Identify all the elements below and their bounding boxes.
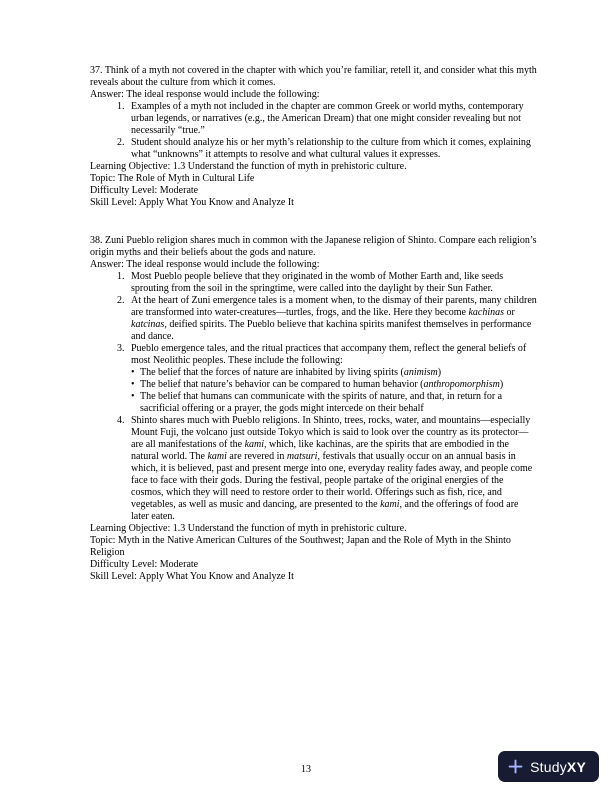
- point-text: [131, 415, 537, 523]
- meta-line: Topic: The Role of Myth in Cultural Life: [90, 173, 255, 184]
- brand-wordmark: [530, 758, 586, 775]
- text-run: The belief that humans can communicate with the spirits of nature, and that, in return for a sacrificial offering or a prayer, the gods might intercede on their behalf: [140, 391, 503, 414]
- brand-xy-text: XY: [566, 758, 586, 775]
- point-marker: 1.: [117, 271, 125, 282]
- answer-intro: Answer: The ideal response would include the following:: [90, 259, 320, 270]
- bullet-icon: •: [131, 391, 135, 402]
- question-stem: [90, 235, 537, 259]
- meta-line: Learning Objective: 1.3 Understand the function of myth in prehistoric culture.: [90, 523, 407, 534]
- answer-point: [117, 101, 537, 137]
- meta-line: Learning Objective: 1.3 Understand the function of myth in prehistoric culture.: [90, 161, 407, 172]
- italic-term: matsuri,: [286, 451, 320, 462]
- point-body: [131, 271, 537, 295]
- text-run: Most Pueblo people believe that they originated in the womb of Mother Earth and, like seeds sprouting from the soil in the springtime, were called into the daylight by their Sun Father.: [131, 271, 504, 294]
- bullet-text: [140, 379, 537, 391]
- point-body: [131, 343, 537, 415]
- point-text: [131, 137, 537, 161]
- page-number: 13: [301, 764, 311, 775]
- point-text: [131, 271, 537, 295]
- text-run: Pueblo emergence tales, and the ritual practices that accompany them, reflect the general beliefs of most Neolithic peoples. These include the following:: [131, 343, 527, 366]
- question-stem: [90, 65, 537, 89]
- text-run: The belief that nature’s behavior can be compared to human behavior (: [140, 379, 424, 390]
- answer-intro: Answer: The ideal response would include the following:: [90, 89, 320, 100]
- text-run: At the heart of Zuni emergence tales is a moment when, to the dismay of their parents, many children are transformed into water-creatures—turtles, frogs, and the like. Here they become: [131, 295, 537, 318]
- point-marker: 1.: [117, 101, 125, 112]
- text-run: Examples of a myth not included in the chapter are common Greek or world myths, contemporary urban legends, or narratives (e.g., the American Dream) that one might consider revealing but not necessarily “true.”: [131, 101, 524, 136]
- point-body: [131, 101, 537, 137]
- text-run: which, like kachinas, are the spirits that are embodied in the natural world. The: [131, 439, 509, 462]
- point-marker: 2.: [117, 137, 125, 148]
- bullet-text: [140, 391, 537, 415]
- point-text: [131, 295, 537, 343]
- meta-line: Topic: Myth in the Native American Cultures of the Southwest; Japan and the Role of Myth in the Shinto Religion: [90, 535, 511, 558]
- answer-point: [117, 137, 537, 161]
- questions-container: [90, 65, 537, 583]
- point-marker: 4.: [117, 415, 125, 426]
- italic-term: animism: [403, 367, 438, 378]
- text-run: are revered in: [226, 451, 287, 462]
- bullet-icon: •: [131, 367, 135, 378]
- brand-study-text: Study: [530, 758, 567, 775]
- point-marker: 3.: [117, 343, 125, 354]
- plus-star-icon: [508, 759, 523, 774]
- question-block: [90, 65, 537, 209]
- text-run: festivals that usually occur on an annual basis in which, it is believed, past and present merge into one, everyday reality fades away, and people come face to face with their gods. During the festival, people partake of the original energies of the cosmos, which they will need to restore order to their world. Offerings such as fish, rice, and vegetables, as well as music and dancing, are presented to the: [131, 451, 533, 510]
- question-number: 38.: [90, 235, 105, 246]
- point-marker: 2.: [117, 295, 125, 306]
- text-run: or: [503, 307, 515, 318]
- meta-line: Skill Level: Apply What You Know and Analyze It: [90, 571, 294, 582]
- italic-term: kami,: [380, 499, 403, 510]
- text-run: ): [499, 379, 504, 390]
- answer-point: [117, 343, 537, 415]
- studyxy-logo: [498, 751, 599, 782]
- question-block: [90, 235, 537, 583]
- text-run: deified spirits. The Pueblo believe that kachina spirits manifest themselves in performance and dance.: [131, 319, 532, 342]
- text-run: Shinto shares much with Pueblo religions. In Shinto, trees, rocks, water, and mountains—especially Mount Fuji, the volcano just outside Tokyo which is said to look over the country as its protector—are all manifestations of the: [131, 415, 531, 450]
- text-run: Zuni Pueblo religion shares much in common with the Japanese religion of Shinto. Compare each religion’s origin myths and their beliefs about the gods and nature.: [90, 235, 537, 258]
- point-body: [131, 415, 537, 523]
- answer-point: [117, 295, 537, 343]
- answer-point: [117, 415, 537, 523]
- sub-bullet: [131, 391, 537, 415]
- point-body: [131, 137, 537, 161]
- bullet-icon: •: [131, 379, 135, 390]
- question-number: 37.: [90, 65, 105, 76]
- answer-point: [117, 271, 537, 295]
- sub-bullet: [131, 367, 537, 379]
- text-run: ): [437, 367, 442, 378]
- meta-line: Difficulty Level: Moderate: [90, 185, 199, 196]
- text-run: Think of a myth not covered in the chapter with which you’re familiar, retell it, and consider what this myth reveals about the culture from which it comes.: [90, 65, 537, 88]
- italic-term: katcinas,: [131, 319, 167, 330]
- meta-line: Skill Level: Apply What You Know and Analyze It: [90, 197, 294, 208]
- sub-bullet: [131, 379, 537, 391]
- italic-term: kami: [207, 451, 227, 462]
- italic-term: anthropomorphism: [423, 379, 500, 390]
- point-body: [131, 295, 537, 343]
- meta-line: Difficulty Level: Moderate: [90, 559, 199, 570]
- bullet-text: [140, 367, 537, 379]
- point-text: [131, 343, 537, 367]
- text-run: Student should analyze his or her myth’s relationship to the culture from which it comes, explaining what “unknowns” it attempts to resolve and what cultural values it expresses.: [131, 137, 531, 160]
- italic-term: kachinas: [468, 307, 504, 318]
- text-run: The belief that the forces of nature are inhabited by living spirits (: [140, 367, 404, 378]
- text-run: and the offerings of food are later eaten.: [131, 499, 519, 522]
- italic-term: kami,: [244, 439, 267, 450]
- point-text: [131, 101, 537, 137]
